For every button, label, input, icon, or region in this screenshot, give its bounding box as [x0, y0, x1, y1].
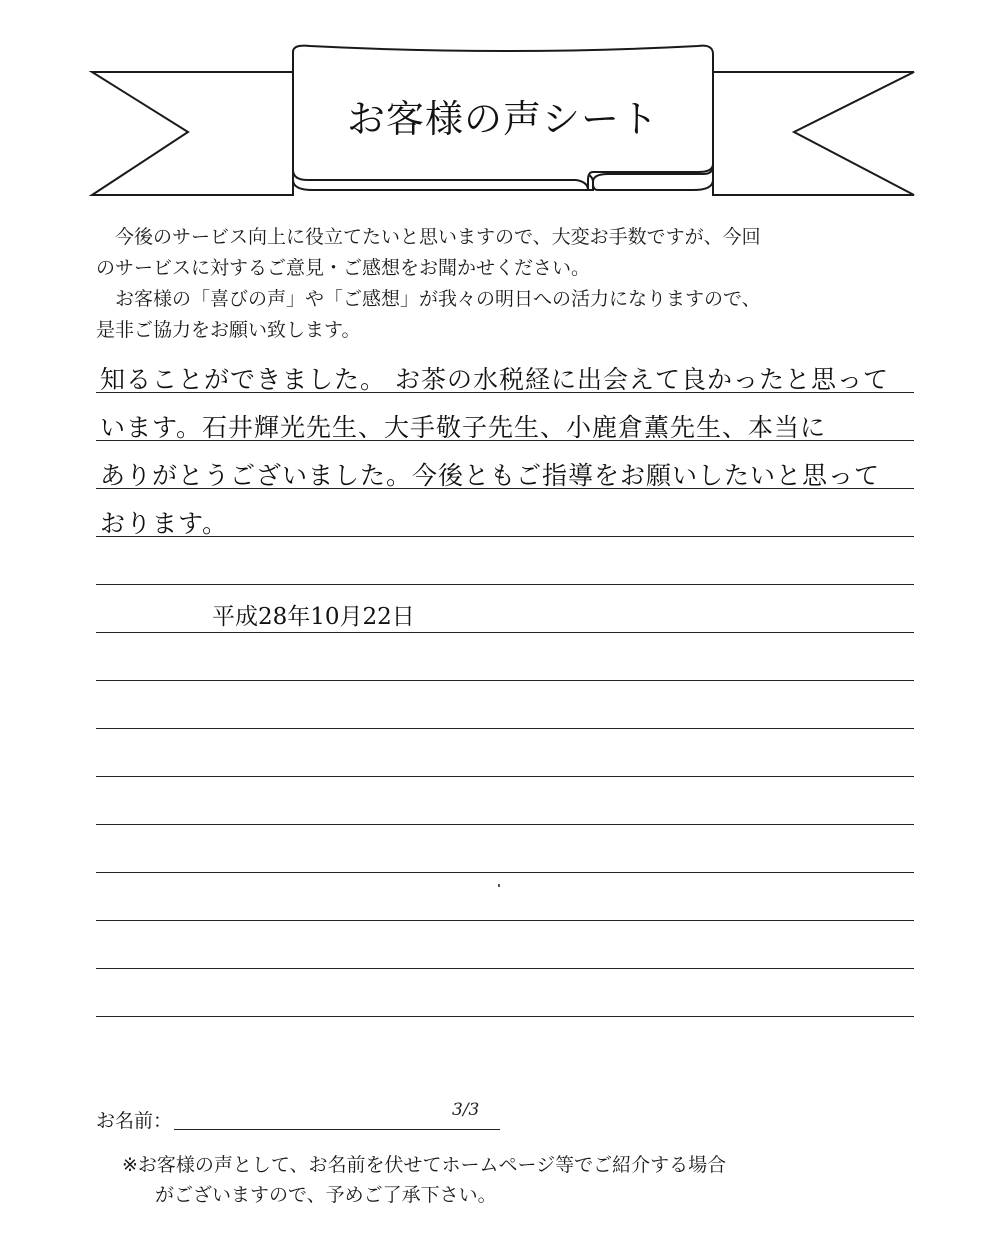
ruled-line [96, 824, 914, 825]
ruled-line [96, 680, 914, 681]
ruled-line [96, 632, 914, 633]
name-underline [174, 1129, 500, 1130]
name-field [96, 1100, 500, 1132]
handwritten-comment-line: います。石井輝光先生、大手敬子先生、小鹿倉薫先生、本当に [100, 413, 827, 442]
intro-line: 今後のサービス向上に役立てたいと思いますので、大変お手数ですが、今回 [115, 226, 761, 248]
sheet-title: お客様の声シート [346, 97, 659, 141]
name-label: お名前： [96, 1110, 173, 1132]
title-ribbon-banner [88, 40, 918, 200]
handwritten-comment-line: 知ることができました。 お茶の水税経に出会えて良かったと思って [100, 365, 889, 394]
handwritten-comment-line: おります。 [100, 509, 229, 538]
intro-line: 是非ご協力をお願い致します。 [96, 319, 361, 341]
note-line: ※お客様の声として、お名前を伏せてホームページ等でご紹介する場合 [122, 1154, 727, 1176]
intro-line: のサービスに対するご意見・ご感想をお聞かせください。 [96, 257, 591, 279]
handwritten-date: 平成28年10月22日 [212, 604, 415, 630]
name-value: 3/3 [452, 1100, 480, 1120]
ruled-line [96, 728, 914, 729]
ruled-line [96, 872, 914, 873]
ruled-line [96, 584, 914, 585]
publication-note [122, 1150, 912, 1210]
scan-speck [498, 884, 500, 887]
handwritten-comment-line: ありがとうございました。今後ともご指導をお願いしたいと思って [100, 461, 881, 490]
ruled-line [96, 776, 914, 777]
intro-line: お客様の「喜びの声」や「ご感想」が我々の明日への活力になりますので、 [115, 288, 761, 310]
ruled-line [96, 1016, 914, 1017]
note-line: がございますので、予めご了承下さい。 [155, 1184, 497, 1206]
intro-text [96, 222, 916, 346]
ruled-line [96, 920, 914, 921]
ruled-line [96, 968, 914, 969]
